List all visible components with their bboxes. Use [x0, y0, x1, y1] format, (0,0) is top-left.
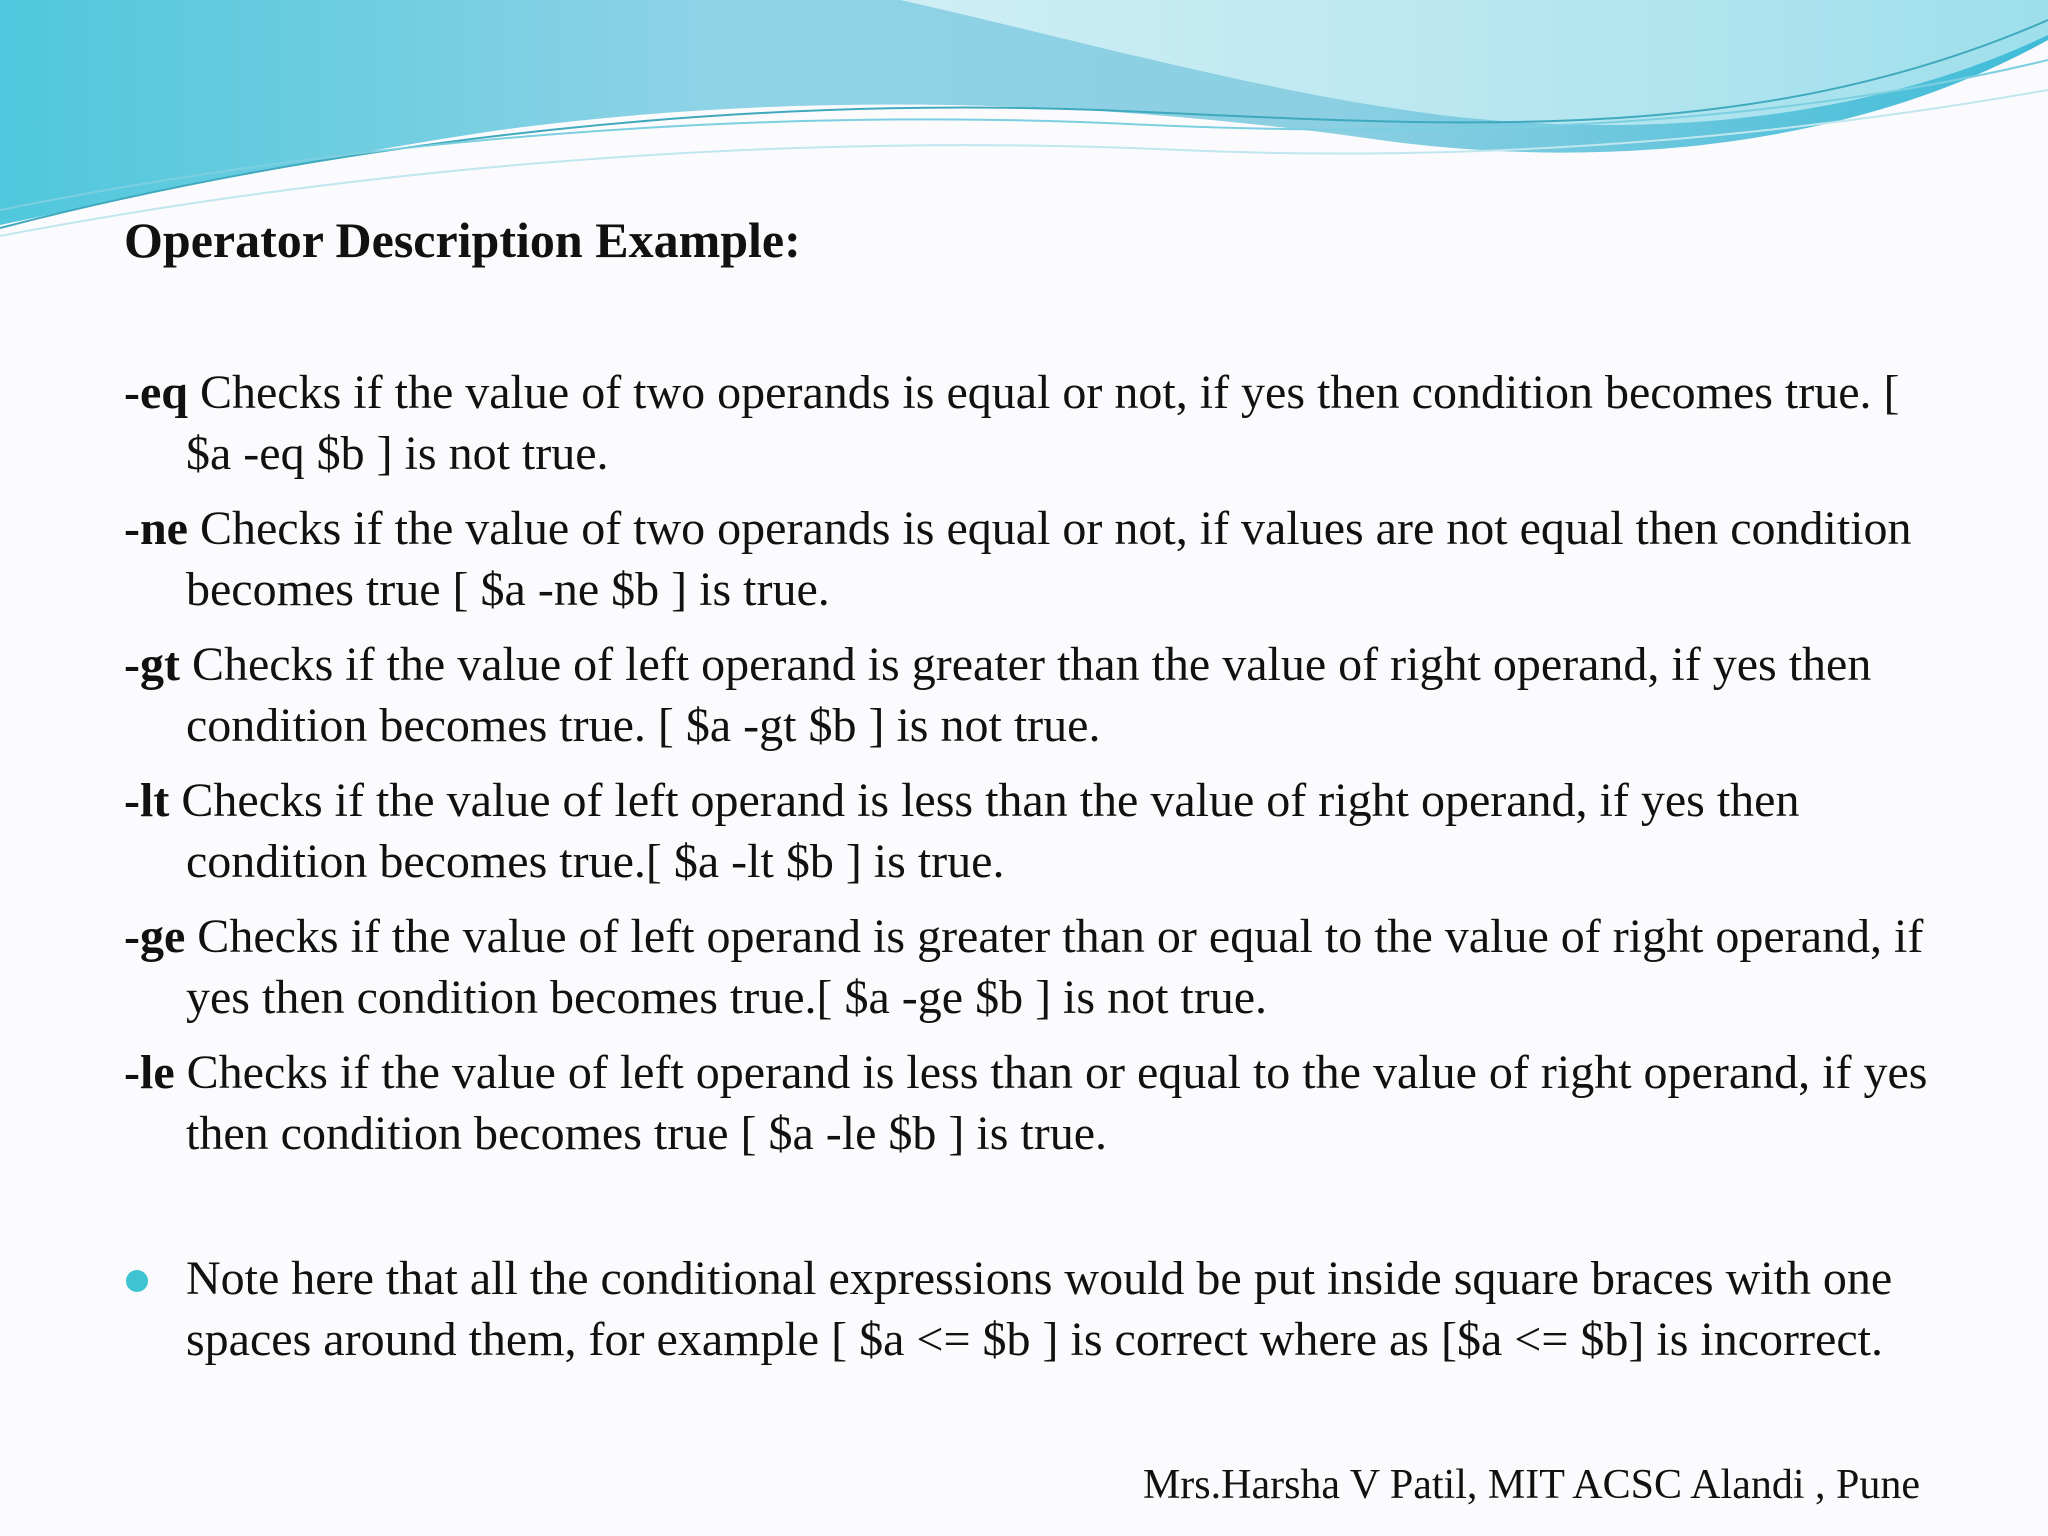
operator-item-eq — [124, 362, 1944, 484]
operator-description: Checks if the value of left operand is less than the value of right operand, if yes then condition becomes true.[ $a -lt $b ] is true. — [181, 774, 1800, 888]
header-wave-decoration — [0, 0, 2048, 240]
operator-description: Checks if the value of left operand is greater than the value of right operand, if yes then condition becomes true. [ $a -gt $b ] is not true. — [186, 638, 1872, 752]
operator-item-ge — [124, 906, 1944, 1028]
operator-description: Checks if the value of two operands is equal or not, if yes then condition becomes true. [ $a -eq $b ] is not true. — [186, 366, 1900, 480]
operator-description: Checks if the value of left operand is greater than or equal to the value of right operand, if yes then condition becomes true.[ $a -ge $b ] is not true. — [186, 910, 1924, 1024]
slide-heading: Operator Description Example: — [124, 212, 801, 268]
note-bullet-item — [124, 1248, 1944, 1370]
operator-description: Checks if the value of two operands is equal or not, if values are not equal then condition becomes true [ $a -ne $b ] is true. — [186, 502, 1912, 616]
operator-code: -eq — [124, 366, 188, 419]
operator-item-ne — [124, 498, 1944, 620]
footer-credit: Mrs.Harsha V Patil, MIT ACSC Alandi , Pune — [1142, 1462, 1920, 1508]
operator-item-lt — [124, 770, 1944, 892]
operator-code: -ge — [124, 910, 186, 963]
operator-code: -lt — [124, 774, 170, 827]
operator-code: -ne — [124, 502, 188, 555]
operator-item-le — [124, 1042, 1944, 1164]
note-text: Note here that all the conditional expressions would be put inside square braces with one spaces around them, for example [ $a <= $b ] is correct where as [$a <= $b] is incorrect. — [186, 1252, 1893, 1366]
operator-list — [124, 362, 1944, 1178]
operator-code: -le — [124, 1046, 175, 1099]
operator-item-gt — [124, 634, 1944, 756]
operator-description: Checks if the value of left operand is less than or equal to the value of right operand, if yes then condition becomes true [ $a -le $b ] is true. — [186, 1046, 1928, 1160]
bullet-dot-icon — [126, 1270, 148, 1292]
operator-code: -gt — [124, 638, 180, 691]
